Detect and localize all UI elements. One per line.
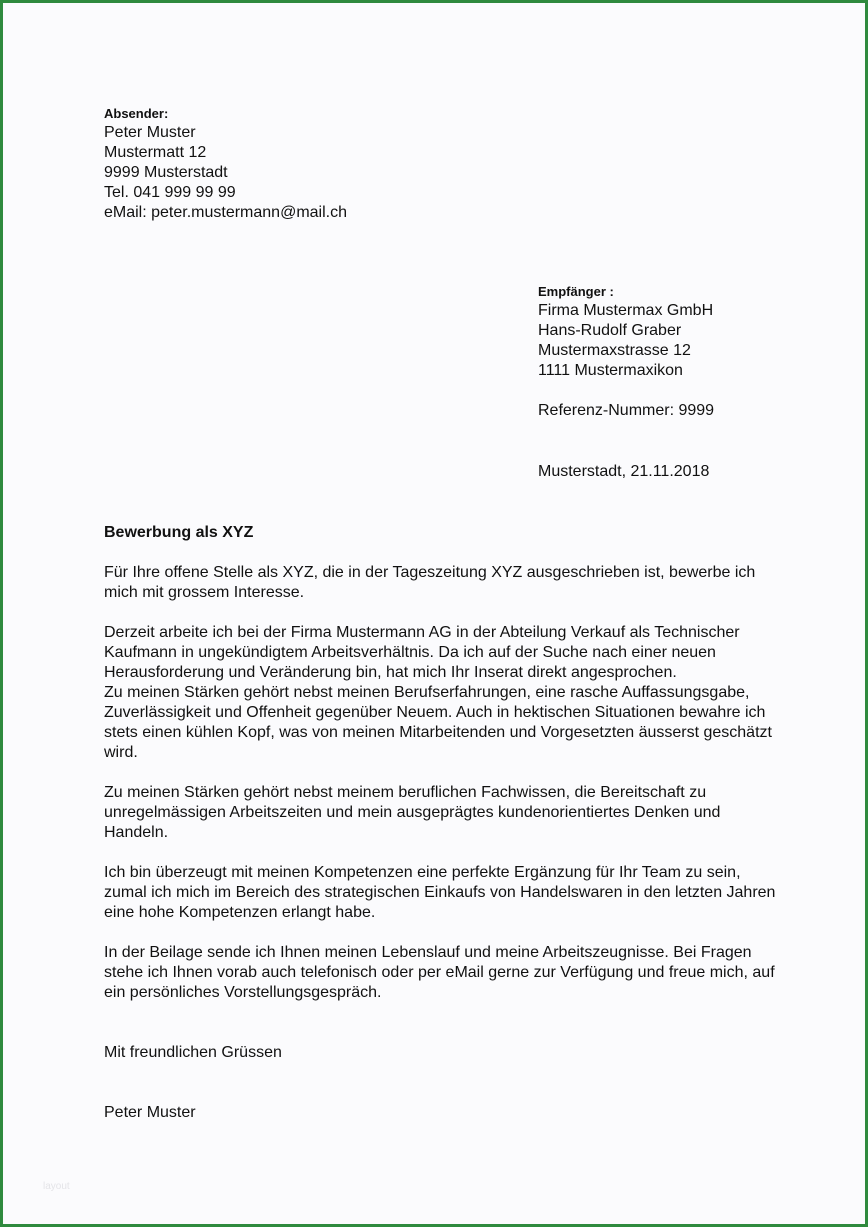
paragraph-attachments: In der Beilage sende ich Ihnen meinen Lebenslauf und meine Arbeitszeugnisse. Bei Fragen stehe ich Ihnen vorab auch telefonisch oder per eMail gerne zur Verfügung und freue mich, auf ein persönliches Vorstellungsgespräch. — [104, 944, 775, 1001]
paragraph-current-job: Derzeit arbeite ich bei der Firma Mustermann AG in der Abteilung Verkauf als Technischer Kaufmann in ungekündigtem Arbeitsverhältnis. Da ich auf der Suche nach einer neuen Herausforderung und Veränderung bin, hat mich Ihr Inserat direkt angesprochen. — [104, 624, 740, 681]
recipient-label: Empfänger : — [538, 284, 614, 299]
paragraph-intro: Für Ihre offene Stelle als XYZ, die in der Tageszeitung XYZ ausgeschrieben ist, bewerbe ich mich mit grossem Interesse. — [104, 564, 756, 601]
recipient-city: 1111 Mustermaxikon — [538, 362, 683, 379]
sender-block — [104, 105, 347, 223]
reference-number: Referenz-Nummer: 9999 — [538, 402, 715, 419]
recipient-company: Firma Mustermax GmbH — [538, 302, 714, 319]
recipient-street: Mustermaxstrasse 12 — [538, 342, 691, 359]
letter-body — [104, 523, 784, 1123]
sender-city: 9999 Musterstadt — [104, 164, 228, 181]
sender-label: Absender: — [104, 106, 169, 121]
closing-phrase: Mit freundlichen Grüssen — [104, 1044, 282, 1061]
sender-email: eMail: peter.mustermann@mail.ch — [104, 204, 347, 221]
letter-subject: Bewerbung als XYZ — [104, 524, 254, 541]
recipient-spacer — [538, 381, 714, 401]
signature-name: Peter Muster — [104, 1104, 196, 1121]
recipient-block — [538, 283, 714, 421]
sender-street: Mustermatt 12 — [104, 144, 207, 161]
sender-name: Peter Muster — [104, 124, 196, 141]
paragraph-strengths: Zu meinen Stärken gehört nebst meinen Berufserfahrungen, eine rasche Auffassungsgabe, Zuverlässigkeit und Offenheit gegenüber Neuem. Auch in hektischen Situationen bewahre ich stets einen kühlen Kopf, was von meinen Mitarbeitenden und Vorgesetzten äusserst geschätzt wird. — [104, 684, 772, 761]
watermark: layout — [43, 1181, 70, 1192]
sender-phone: Tel. 041 999 99 99 — [104, 184, 236, 201]
paragraph-skills: Zu meinen Stärken gehört nebst meinem beruflichen Fachwissen, die Bereitschaft zu unregelmässigen Arbeitszeiten und mein ausgeprägtes kundenorientiertes Denken und Handeln. — [104, 784, 721, 841]
letter-date: Musterstadt, 21.11.2018 — [538, 463, 710, 480]
recipient-contact: Hans-Rudolf Graber — [538, 322, 682, 339]
paragraph-fit: Ich bin überzeugt mit meinen Kompetenzen eine perfekte Ergänzung für Ihr Team zu sein, zumal ich mich im Bereich des strategischen Einkaufs von Handelswaren in den letzten Jahren eine hohe Kompetenzen erlangt habe. — [104, 864, 776, 921]
